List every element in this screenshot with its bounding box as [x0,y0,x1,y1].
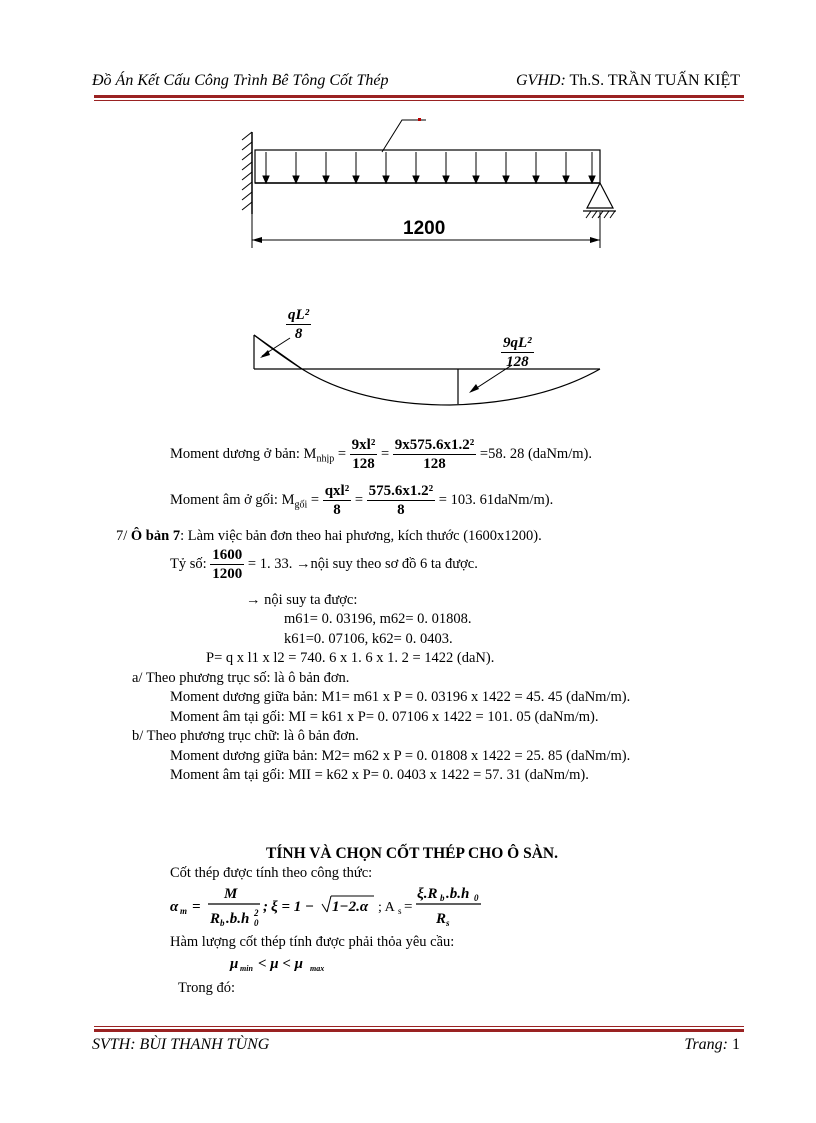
moment-label-span [501,334,534,371]
steel-heading: TÍNH VÀ CHỌN CỐT THÉP CHO Ô SÀN. [266,845,558,862]
panel7-rest: : Làm việc bản đơn theo hai phương, kích thước (1600x1200). [180,528,542,544]
neg-frac1-den: 8 [333,502,341,518]
m-coefs: m61= 0. 03196, m62= 0. 01808. [284,611,472,627]
header-left: Đồ Án Kết Cấu Công Trình Bê Tông Cốt Thép [92,72,389,89]
reinforcement-ratio-condition [228,952,348,976]
panel7-title [116,528,542,545]
steel-requirement: Hàm lượng cốt thép tính được phải thỏa yêu cầu: [170,934,455,950]
moment-label-support-num: qL² [288,307,310,323]
pos-sub: nhịp [316,453,335,465]
neg-result: = 103. 61daNm/m). [438,491,554,508]
a-m1: Moment dương giữa bản: M1= m61 x P = 0. 03196 x 1422 = 45. 45 (daNm/m). [170,689,631,705]
neg-frac2-den: 8 [397,502,405,518]
neg-frac2 [367,482,436,519]
pos-frac1 [350,436,378,473]
neg-label: Moment âm ở gối: M [170,491,295,508]
svg-text:.b.h: .b.h [226,911,250,927]
header-rule-thick [94,95,744,98]
b-m2: Moment dương giữa bản: M2= m62 x P = 0. 01808 x 1422 = 25. 85 (daNm/m). [170,748,631,764]
svg-text:ξ.R: ξ.R [417,886,438,902]
header-right-value: Th.S. TRẦN TUẤN KIỆT [565,72,740,89]
b-title: b/ Theo phương trục chữ: là ô bản đơn. [132,728,359,744]
k-coefs: k61=0. 07106, k62= 0. 0403. [284,631,453,647]
svg-text:.b.h: .b.h [446,886,470,902]
pos-frac2-den: 128 [423,456,446,472]
svg-text:b: b [220,918,225,928]
ratio-result: = 1. 33. →nội suy theo sơ đồ 6 ta được. [247,555,478,572]
svg-text:M: M [224,886,238,902]
pos-frac2-num: 9x575.6x1.2² [394,437,475,453]
ratio-label: Tỷ số: [170,555,207,572]
steel-formula [168,882,488,932]
svg-text:R: R [436,911,447,927]
pos-frac1-den: 128 [352,456,375,472]
neg-sub: gối [294,499,308,511]
svg-text:max: max [310,964,325,973]
page-number: 1 [728,1036,740,1053]
negative-moment-formula: Moment âm ở gối: $M_{gối}$ = $\frac{\text{qxl²}}{8}$ = $\frac{\text{575.6x1.2²}}{8}$ = 103. 61daNm/m). [170,483,554,518]
svg-text:s: s [398,906,402,916]
neg-frac1-num: qxl² [324,483,350,499]
footer-right-label: Trang: [684,1036,728,1053]
ratio-den: 1200 [212,566,243,582]
b-mII: Moment âm tại gối: MII = k62 x P= 0. 0403 x 1422 = 57. 31 (daNm/m). [170,767,589,783]
steel-where: Trong đó: [178,980,236,996]
pos-frac2 [393,436,477,473]
header-right-label: GVHD: [516,72,566,89]
pos-label: Moment dương ở bản: M [170,445,317,462]
neg-frac2-num: 575.6x1.2² [368,483,434,499]
steel-intro: Cốt thép được tính theo công thức: [170,865,373,881]
svg-text:b: b [440,893,445,903]
svg-text:μ: μ [230,956,239,972]
a-mI: Moment âm tại gối: MI = k61 x P= 0. 07106 x 1422 = 101. 05 (daNm/m). [170,709,599,725]
span-label: 1200 [403,218,446,239]
panel7-num: 7/ [116,528,131,544]
header-rule-thin [94,100,744,101]
moment-label-support-den: 8 [294,326,303,342]
svg-text:m: m [180,906,188,916]
svg-text:min: min [240,964,253,973]
footer-right [684,1036,740,1054]
moment-label-support [286,306,311,343]
svg-text:0: 0 [474,893,479,903]
interp-line: → nội suy ta được: [246,592,358,608]
neg-frac1 [323,482,352,519]
positive-moment-formula: Moment dương ở bản: $M_{nhịp}$ = $\frac{\text{9xl²}}{128}$ = $\frac{\text{9x575.6x1.2²}}{128}$ =58. 28 (daNm/m). [170,437,592,472]
svg-text:=: = [192,899,201,915]
moment-label-span-den: 128 [506,354,529,370]
p-line: P= q x l1 x l2 = 740. 6 x 1. 6 x 1. 2 = 1422 (daN). [206,650,495,666]
pos-frac1-num: 9xl² [351,437,376,453]
ratio-line [170,546,478,583]
panel7-bold: Ô bản 7 [130,528,181,544]
header-right [516,72,740,90]
ratio-frac [210,546,244,583]
svg-text:α: α [170,899,179,915]
svg-text:R: R [210,911,221,927]
footer-rule-thick [94,1029,744,1032]
a-title: a/ Theo phương trục số: là ô bản đơn. [132,670,350,686]
moment-label-span-num: 9qL² [503,335,532,351]
svg-text:1−2.α: 1−2.α [332,899,369,915]
svg-text:s: s [446,918,450,928]
svg-text:< μ < μ: < μ < μ [258,956,304,972]
svg-text:;: ; [263,899,268,915]
ratio-num: 1600 [212,547,243,563]
footer-left: SVTH: BÙI THANH TÙNG [92,1036,270,1053]
pos-result: =58. 28 (daNm/m). [479,445,592,462]
svg-text:0: 0 [254,918,259,928]
svg-text:; A: ; A [378,900,395,915]
svg-text:ξ = 1 −: ξ = 1 − [271,899,315,915]
footer-rule-thin [94,1026,744,1027]
svg-text:2: 2 [254,908,259,918]
svg-text:=: = [404,899,413,915]
